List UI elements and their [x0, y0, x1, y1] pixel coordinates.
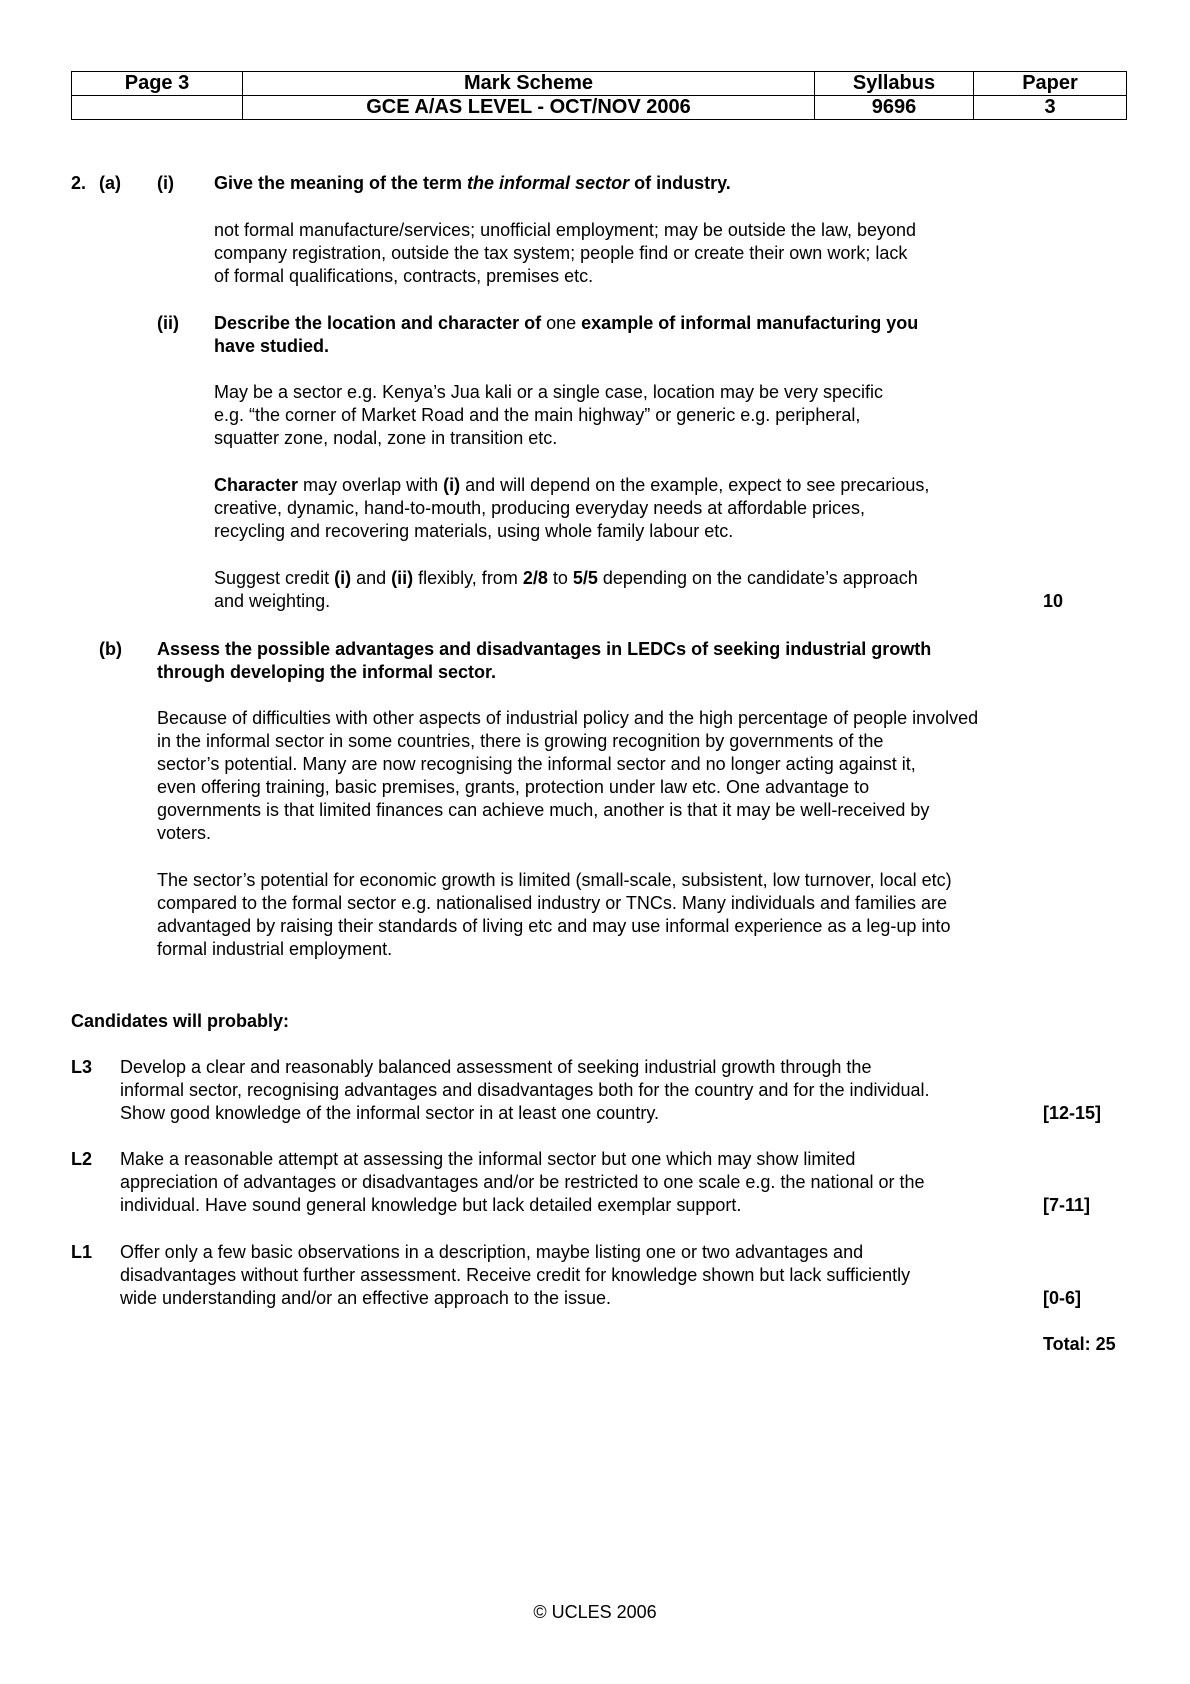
- header-exam-name: GCE A/AS LEVEL - OCT/NOV 2006: [243, 96, 815, 120]
- level-2-mark: [7-11]: [1043, 1195, 1091, 1215]
- subpart-ii-answer-location: May be a sector e.g. Kenya’s Jua kali or a single case, location may be very specific e.g. “the corner of Market Road and the main highway” or generic e.g. peripheral, squatter zone, nodal, zone in transition etc.: [214, 382, 883, 448]
- text-run: one: [546, 313, 577, 333]
- subpart-ii-answer-character: [214, 474, 929, 543]
- text-run: Suggest credit: [214, 568, 335, 588]
- header-row-1: [72, 72, 1127, 96]
- text-run: the informal sector: [467, 173, 630, 193]
- text-run: flexibly, from: [413, 568, 523, 588]
- part-a-mark: 10: [1043, 591, 1064, 611]
- header-syllabus-label: Syllabus: [815, 72, 974, 96]
- text-run: 5/5: [572, 568, 598, 588]
- part-a-label: (a): [99, 173, 121, 193]
- level-3-label: L3: [71, 1057, 93, 1077]
- subpart-i-question: [214, 172, 731, 195]
- part-b-question: Assess the possible advantages and disadvantages in LEDCs of seeking industrial growth through developing the informal sector.: [157, 639, 932, 682]
- text-run: example of informal manufacturing you have studied.: [214, 313, 919, 356]
- header-title: Mark Scheme: [243, 72, 815, 96]
- candidates-heading: Candidates will probably:: [71, 1011, 290, 1031]
- level-1-mark: [0-6]: [1043, 1288, 1082, 1308]
- subpart-ii-credit-note: [214, 567, 918, 613]
- text-run: Character: [214, 475, 299, 495]
- text-run: (i): [334, 568, 352, 588]
- text-run: Give the meaning of the term: [214, 173, 468, 193]
- header-page: Page 3: [72, 72, 243, 96]
- header-table: [71, 71, 1127, 120]
- level-1-descriptor: Offer only a few basic observations in a description, maybe listing one or two advantages and disadvantages without further assessment. Receive credit for knowledge shown but lack sufficiently wide understanding and/or an effective approach to the issue.: [120, 1242, 911, 1308]
- level-3-descriptor: Develop a clear and reasonably balanced assessment of seeking industrial growth through the informal sector, recognising advantages and disadvantages both for the country and for the individual. Show good knowledge of the informal sector in at least one country.: [120, 1057, 930, 1123]
- part-b-answer-advantages: Because of difficulties with other aspects of industrial policy and the high percentage of people involved in the informal sector in some countries, there is growing recognition by governments of the sector’s potential. Many are now recognising the informal sector and no longer acting against it, even offering training, basic premises, grants, protection under law etc. One advantage to governments is that limited finances can achieve much, another is that it may be well-received by voters.: [157, 708, 979, 843]
- text-run: Describe the location and character of: [214, 313, 547, 333]
- subpart-ii-question: [214, 312, 918, 358]
- part-b-label: (b): [99, 639, 122, 659]
- header-syllabus-code: 9696: [815, 96, 974, 120]
- level-3-mark: [12-15]: [1043, 1103, 1102, 1123]
- header-paper-number: 3: [974, 96, 1127, 120]
- question-number: 2.: [71, 173, 87, 193]
- text-run: may overlap with: [298, 475, 444, 495]
- copyright-footer: © UCLES 2006: [533, 1602, 657, 1622]
- header-row-2: [72, 96, 1127, 120]
- subpart-i-label: (i): [157, 173, 174, 193]
- text-run: depending on the candidate’s approach and weighting.: [214, 568, 918, 611]
- text-run: (ii): [391, 568, 414, 588]
- total-marks: Total: 25: [1043, 1334, 1116, 1354]
- text-run: (i): [443, 475, 461, 495]
- subpart-i-answer: not formal manufacture/services; unofficial employment; may be outside the law, beyond company registration, outside the tax system; people find or create their own work; lack of formal qualifications, contracts, premises etc.: [214, 220, 917, 286]
- text-run: 2/8: [522, 568, 548, 588]
- text-run: of industry.: [629, 173, 731, 193]
- text-run: and: [351, 568, 392, 588]
- header-blank-cell: [72, 96, 243, 120]
- header-paper-label: Paper: [974, 72, 1127, 96]
- level-2-descriptor: Make a reasonable attempt at assessing the informal sector but one which may show limited appreciation of advantages or disadvantages and/or be restricted to one scale e.g. the national or the individual. Have sound general knowledge but lack detailed exemplar support.: [120, 1149, 925, 1215]
- level-2-label: L2: [71, 1149, 93, 1169]
- part-b-answer-limitations: The sector’s potential for economic growth is limited (small-scale, subsistent, low turnover, local etc) compared to the formal sector e.g. nationalised industry or TNCs. Many individuals and families are advantaged by raising their standards of living etc and may use informal experience as a leg-up into formal industrial employment.: [157, 870, 952, 959]
- text-run: and will depend on the example, expect to see precarious, creative, dynamic, hand-to-mouth, producing everyday needs at affordable prices, recycling and recovering materials, using whole family labour etc.: [214, 475, 930, 541]
- level-1-label: L1: [71, 1242, 93, 1262]
- text-run: to: [547, 568, 573, 588]
- subpart-ii-label: (ii): [157, 313, 179, 333]
